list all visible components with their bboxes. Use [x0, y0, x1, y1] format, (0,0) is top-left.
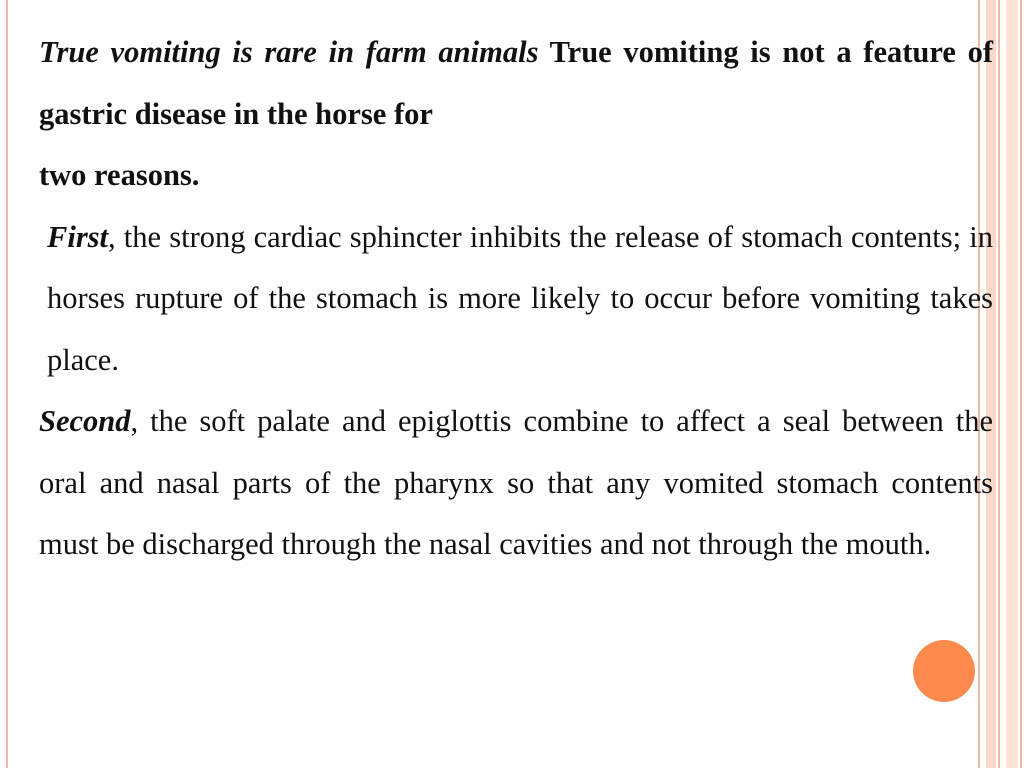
right-border-line	[998, 0, 1000, 768]
left-border-line	[6, 0, 8, 768]
right-border-band	[1006, 0, 1018, 768]
title-continuation: two reasons.	[39, 158, 200, 192]
decorative-circle	[913, 640, 975, 702]
second-point-text: , the soft palate and epiglottis combine to affect a seal between the oral and nasal parts of the pharynx so that any vomited stomach contents must be discharged through the nasal cavities and not through the mouth.	[39, 404, 993, 561]
title-paragraph	[39, 22, 993, 145]
title-bold: True vomiting is not a feature of gastric disease in the horse for	[39, 35, 993, 131]
first-point-paragraph	[39, 207, 993, 392]
first-point-text: , the strong cardiac sphincter inhibits the release of stomach contents; in horses rupture of the stomach is more likely to occur before vomiting takes place.	[47, 219, 993, 377]
second-point-paragraph	[39, 391, 993, 576]
first-point-label: First	[47, 219, 109, 254]
title-italic: True vomiting is rare in farm animals	[39, 35, 539, 69]
second-point-label: Second	[39, 404, 131, 438]
slide-content	[39, 22, 993, 576]
right-border-line	[1020, 0, 1022, 768]
